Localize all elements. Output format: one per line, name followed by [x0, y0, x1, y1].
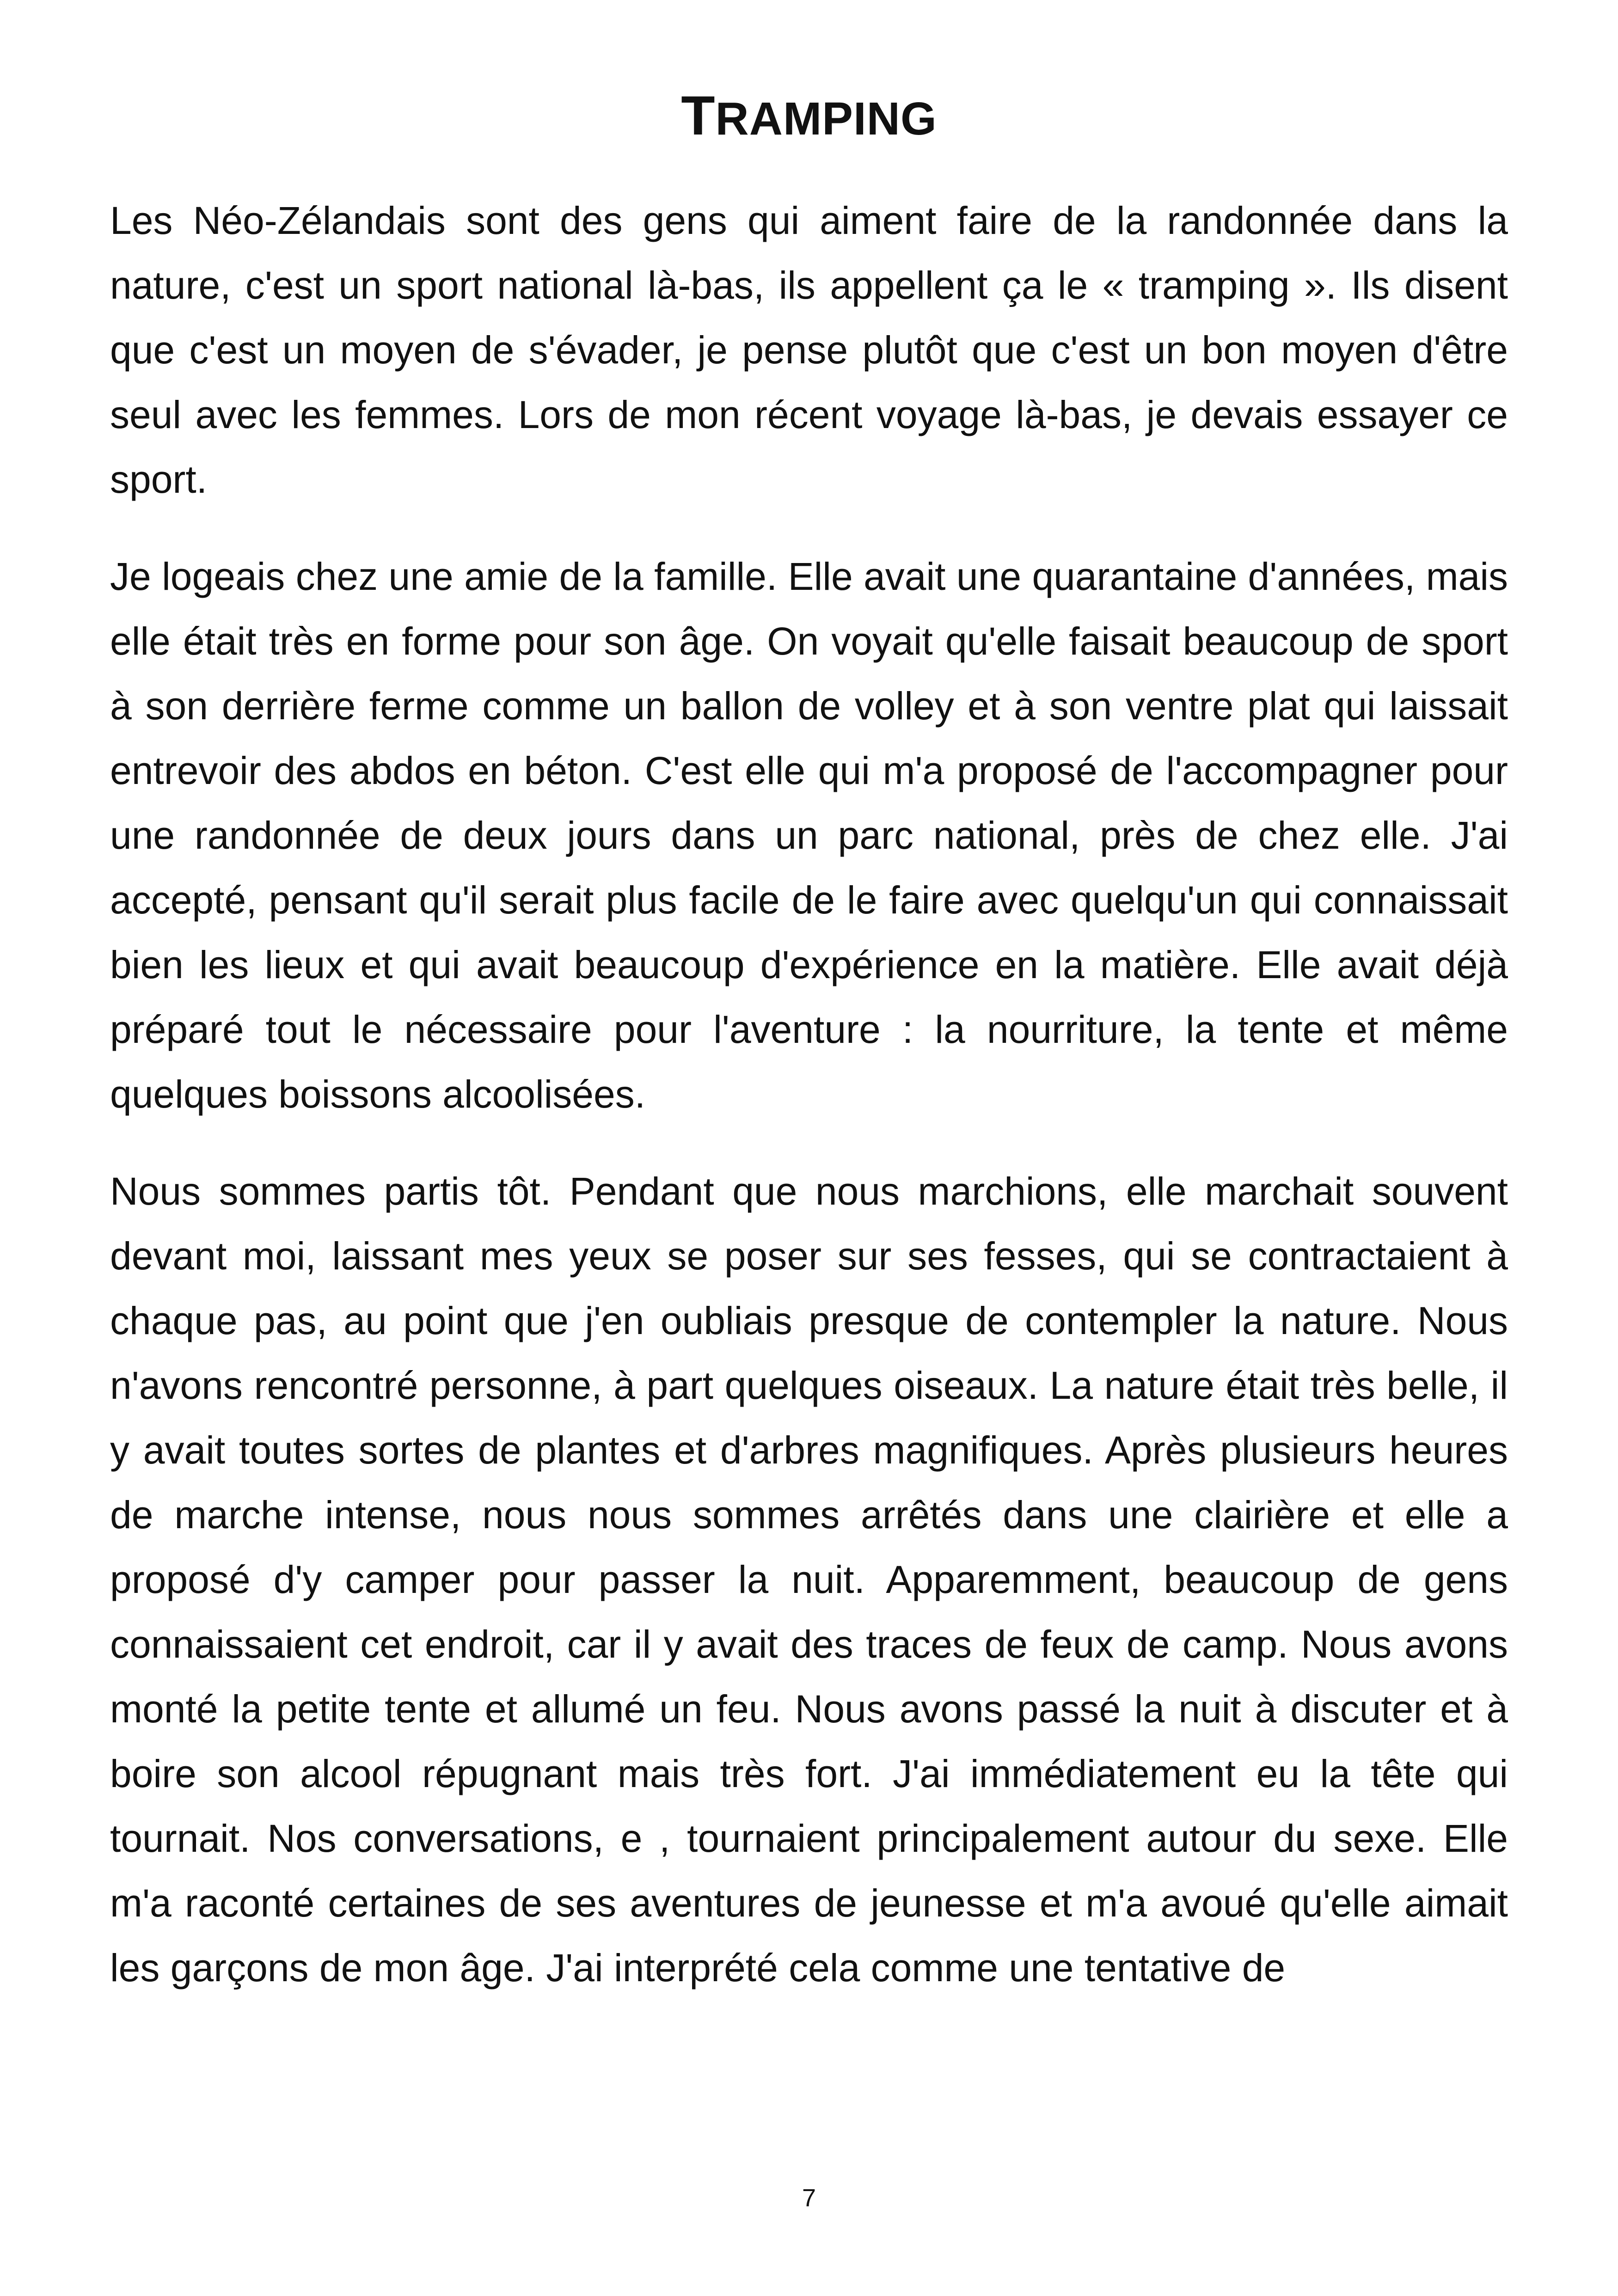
document-page — [110, 85, 1508, 2000]
paragraph-3: Nous sommes partis tôt. Pendant que nous marchions, elle marchait souvent devant moi, laissant mes yeux se poser sur ses fesses, qui se contractaient à chaque pas, au point que j'en oubliais presque de contempler la nature. Nous n'avons rencontré personne, à part quelques oiseaux. La nature était très belle, il y avait toutes sortes de plantes et d'arbres magnifiques. Après plusieurs heures de marche intense, nous nous sommes arrêtés dans une clairière et elle a proposé d'y camper pour passer la nuit. Apparemment, beaucoup de gens connaissaient cet endroit, car il y avait des traces de feux de camp. Nous avons monté la petite tente et allumé un feu. Nous avons passé la nuit à discuter et à boire son alcool répugnant mais très fort. J'ai immédiatement eu la tête qui tournait. Nos conversations, e , tournaient principalement autour du sexe. Elle m'a raconté certaines de ses aventures de jeunesse et m'a avoué qu'elle aimait les garçons de mon âge. J'ai interprété cela comme une tentative de — [110, 1169, 1508, 1990]
chapter-title — [110, 85, 1508, 147]
paragraph-2: Je logeais chez une amie de la famille. Elle avait une quarantaine d'années, mais elle était très en forme pour son âge. On voyait qu'elle faisait beaucoup de sport à son derrière ferme comme un ballon de volley et à son ventre plat qui laissait entrevoir des abdos en béton. C'est elle qui m'a proposé de l'accompagner pour une randonnée de deux jours dans un parc national, près de chez elle. J'ai accepté, pensant qu'il serait plus facile de le faire avec quelqu'un qui connaissait bien les lieux et qui avait beaucoup d'expérience en la matière. Elle avait déjà préparé tout le nécessaire pour l'aventure : la nourriture, la tente et même quelques boissons alcoolisées. — [110, 555, 1508, 1116]
title-first-letter: T — [681, 85, 716, 147]
paragraph-1: Les Néo-Zélandais sont des gens qui aiment faire de la randonnée dans la nature, c'est un sport national là-bas, ils appellent ça le « tramping ». Ils disent que c'est un moyen de s'évader, je pense plutôt que c'est un bon moyen d'être seul avec les femmes. Lors de mon récent voyage là-bas, je devais essayer ce sport. — [110, 199, 1508, 501]
title-rest: RAMPING — [715, 93, 937, 145]
page-number: 7 — [802, 2184, 816, 2212]
